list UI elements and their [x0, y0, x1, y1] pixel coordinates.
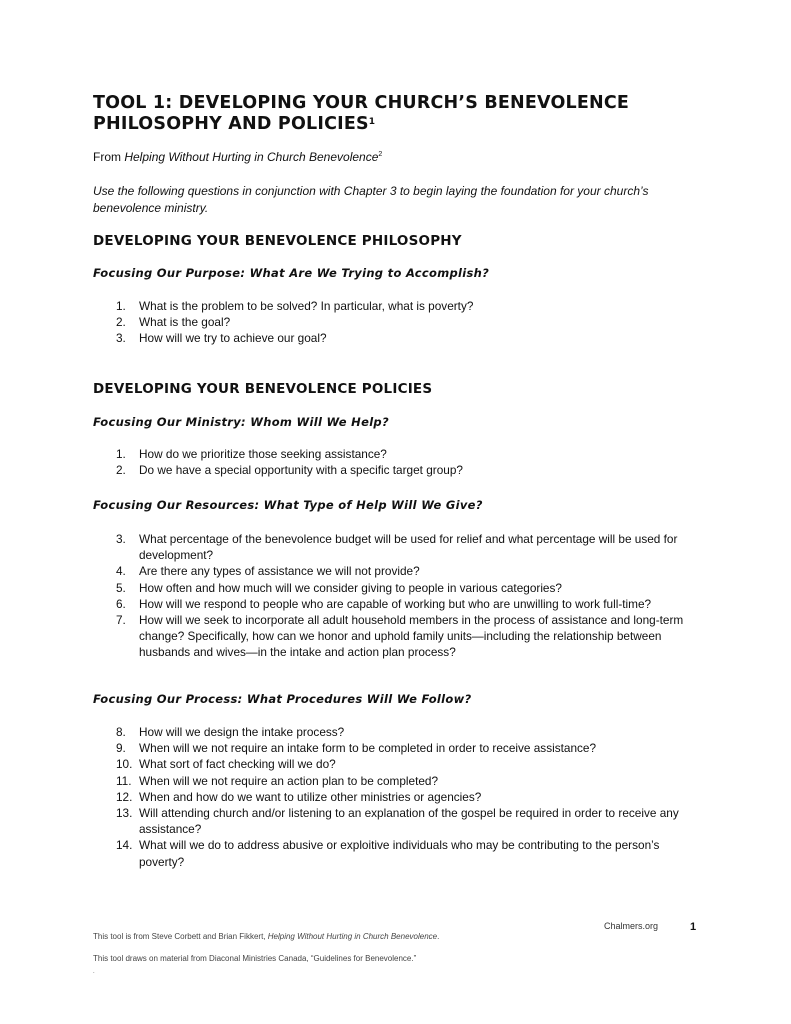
- list-item-text: How will we design the intake process?: [139, 725, 345, 739]
- list-item: [116, 612, 696, 661]
- footnote-1: [93, 932, 439, 941]
- page-number: 1: [690, 921, 697, 933]
- footnote-marker-1: 1: [368, 117, 376, 127]
- list-item-text: Will attending church and/or listening to an explanation of the gospel be required in order to receive any assistance?: [139, 806, 679, 837]
- resources-question-list: [116, 531, 696, 661]
- title-line-2-text: PHILOSOPHY AND POLICIES: [93, 114, 369, 134]
- title-line-2: [93, 114, 713, 135]
- list-item: [116, 563, 696, 579]
- list-item-text: Are there any types of assistance we will not provide?: [139, 564, 420, 579]
- footer-site: Chalmers.org: [604, 921, 659, 931]
- ministry-question-list: [116, 446, 696, 478]
- list-item-text: How often and how much will we consider giving to people in various categories?: [139, 580, 562, 595]
- list-item: [116, 773, 696, 789]
- resources-subheading: Focusing Our Resources: What Type of Help Will We Give?: [93, 498, 483, 512]
- process-subheading: Focusing Our Process: What Procedures Will We Follow?: [93, 692, 472, 706]
- source-book-title: Helping Without Hurting in Church Benevolence: [124, 150, 379, 164]
- list-item-text: What percentage of the benevolence budget will be used for relief and what percentage will be used for development?: [139, 532, 678, 563]
- list-item: [116, 298, 696, 314]
- list-item-text: What is the goal?: [139, 315, 231, 330]
- list-item-text: Do we have a special opportunity with a specific target group?: [139, 463, 463, 478]
- list-item: [116, 805, 696, 837]
- list-item-number: 9.: [116, 741, 126, 756]
- list-item-text: How will we respond to people who are capable of working but who are unwilling to work full-time?: [139, 596, 652, 611]
- list-item: [116, 596, 696, 612]
- ministry-subheading: Focusing Our Ministry: Whom Will We Help?: [93, 415, 389, 429]
- list-item-number: 3.: [116, 532, 126, 546]
- footer-dot: .: [93, 969, 95, 975]
- list-item-number: 10.: [116, 757, 133, 772]
- list-item-number: 8.: [116, 725, 126, 739]
- list-item-number: 3.: [116, 331, 126, 346]
- list-item: [116, 724, 696, 740]
- intro-paragraph: Use the following questions in conjunction with Chapter 3 to begin laying the foundation for your church’s benevolence ministry.: [93, 184, 649, 215]
- purpose-question-list: [116, 298, 696, 347]
- list-item-number: 2.: [116, 315, 126, 330]
- footnote-2: This tool draws on material from Diaconal Ministries Canada, “Guidelines for Benevolence.”: [93, 954, 417, 963]
- list-item: [116, 756, 696, 772]
- footnote-marker-2: 2: [378, 151, 383, 158]
- list-item: [116, 580, 696, 596]
- list-item-text: How will we seek to incorporate all adult household members in the process of assistance and long-term change? Specifically, how can we honor and uphold family units—including the relationship between husbands and wives—in the intake and action plan process?: [139, 613, 684, 660]
- footnote-1-suffix: .: [437, 932, 440, 941]
- source-line: [93, 150, 382, 164]
- document-title: [93, 93, 713, 135]
- list-item-number: 5.: [116, 580, 126, 595]
- list-item: [116, 740, 696, 756]
- list-item-number: 4.: [116, 564, 126, 579]
- list-item-number: 2.: [116, 463, 126, 478]
- source-prefix: From: [93, 150, 125, 164]
- list-item: [116, 789, 696, 805]
- list-item-text: When and how do we want to utilize other ministries or agencies?: [139, 789, 482, 804]
- list-item: [116, 446, 696, 462]
- philosophy-heading: DEVELOPING YOUR BENEVOLENCE PHILOSOPHY: [93, 233, 462, 249]
- list-item-text: How do we prioritize those seeking assistance?: [139, 447, 387, 461]
- process-question-list: [116, 724, 696, 870]
- list-item-number: 11.: [116, 773, 132, 788]
- list-item-number: 6.: [116, 596, 126, 611]
- list-item-number: 1.: [116, 299, 126, 313]
- list-item-number: 1.: [116, 447, 126, 461]
- list-item-number: 7.: [116, 613, 126, 628]
- title-line-1: TOOL 1: DEVELOPING YOUR CHURCH’S BENEVOLENCE: [93, 93, 630, 113]
- list-item-text: When will we not require an action plan to be completed?: [139, 773, 439, 788]
- list-item-number: 14.: [116, 838, 133, 853]
- list-item-number: 13.: [116, 806, 133, 821]
- policies-heading: DEVELOPING YOUR BENEVOLENCE POLICIES: [93, 381, 433, 397]
- list-item-text: What is the problem to be solved? In particular, what is poverty?: [139, 299, 474, 313]
- list-item-number: 12.: [116, 789, 133, 804]
- list-item: [116, 314, 696, 330]
- list-item-text: When will we not require an intake form to be completed in order to receive assistance?: [139, 741, 597, 756]
- footnote-1-book: Helping Without Hurting in Church Benevolence: [267, 932, 438, 941]
- list-item: [116, 837, 696, 869]
- list-item-text: How will we try to achieve our goal?: [139, 331, 327, 346]
- purpose-subheading: Focusing Our Purpose: What Are We Trying to Accomplish?: [93, 266, 490, 280]
- list-item-text: What sort of fact checking will we do?: [139, 757, 336, 772]
- list-item: [116, 330, 696, 346]
- list-item: [116, 531, 696, 563]
- footnote-1-prefix: This tool is from Steve Corbett and Brian Fikkert,: [93, 932, 268, 941]
- list-item: [116, 462, 696, 478]
- list-item-text: What will we do to address abusive or exploitive individuals who may be contributing to the person’s poverty?: [139, 838, 660, 869]
